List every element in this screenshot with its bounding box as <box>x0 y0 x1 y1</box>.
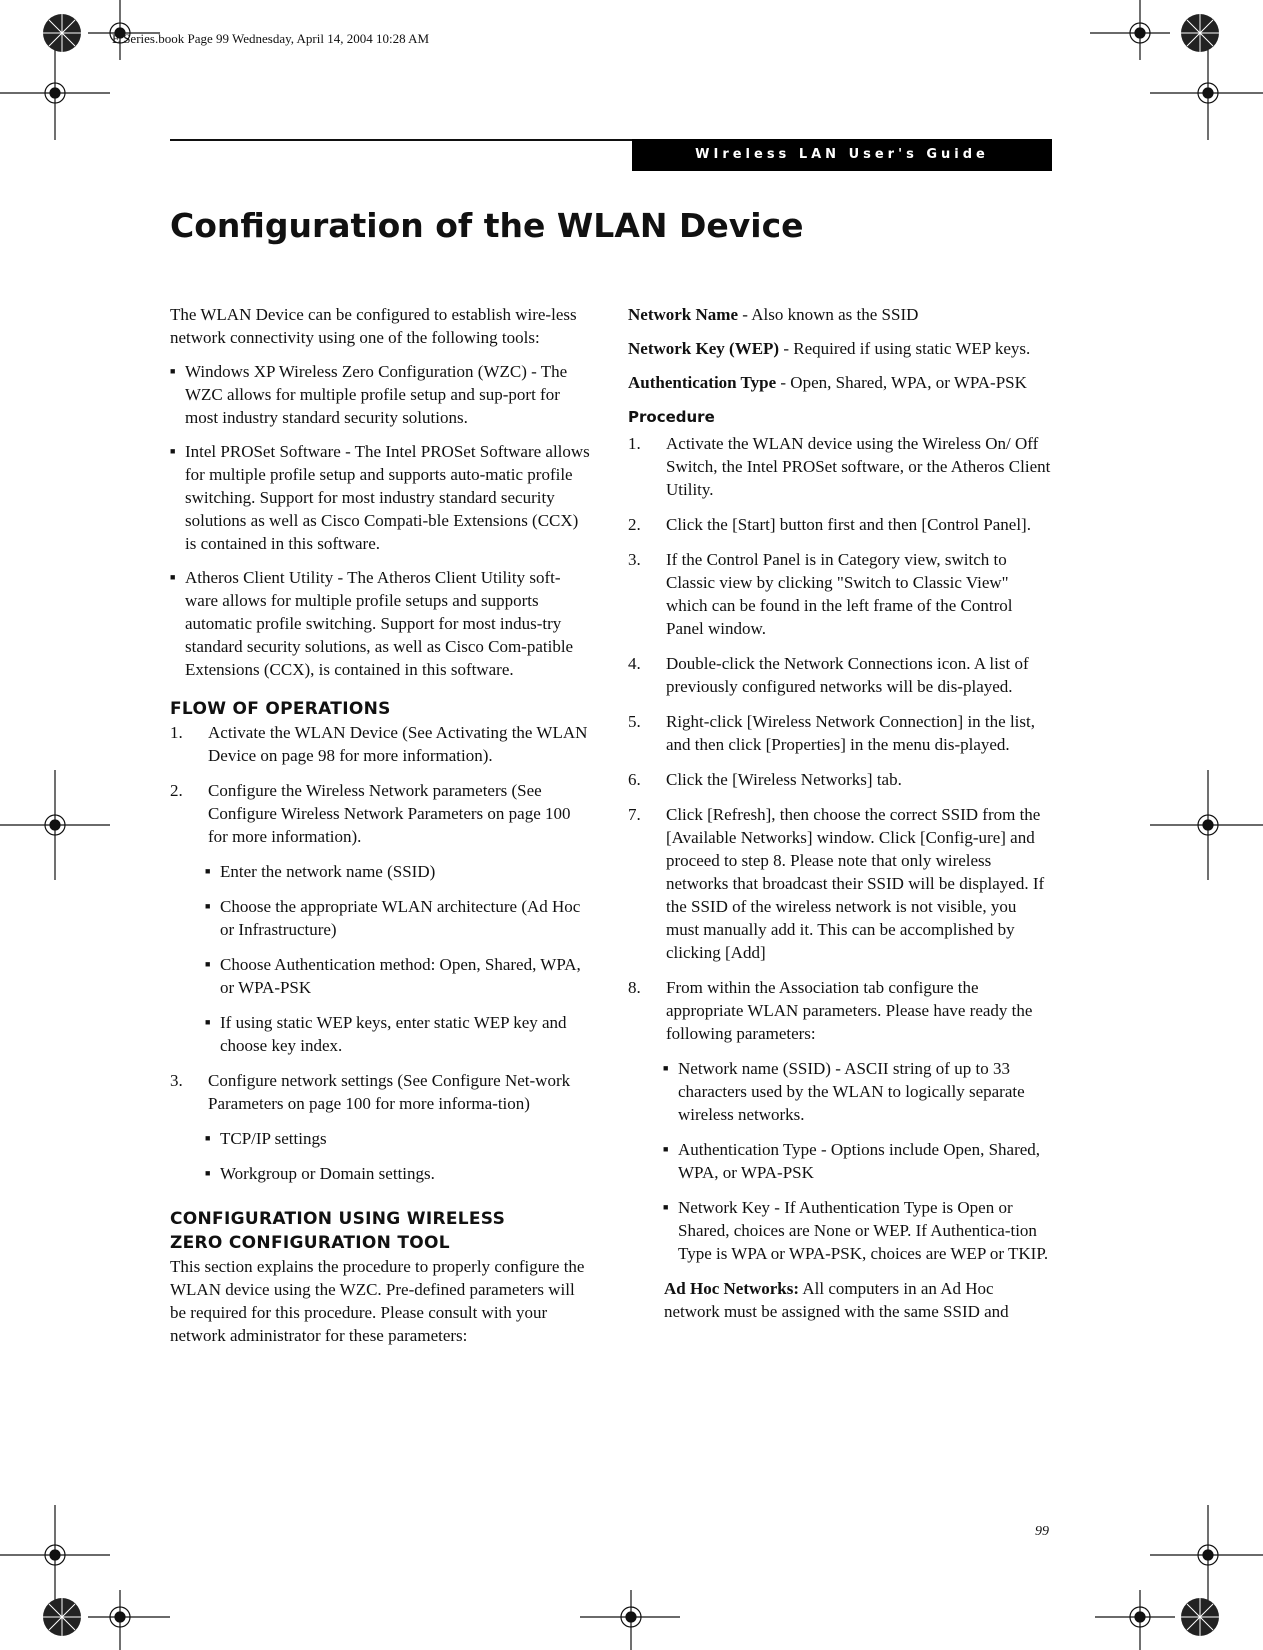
bullet-icon: ■ <box>170 572 176 582</box>
list-item: ■ Windows XP Wireless Zero Configuration (WZC) - The WZC allows for multiple profile setup and sup-port for most industry standard security solutions. <box>170 362 568 427</box>
procedure-heading: Procedure <box>628 408 715 426</box>
procedure-step: 2. Click the [Start] button first and then [Control Panel]. <box>628 515 1031 534</box>
procedure-substep: ■ Network Key - If Authentication Type is Open or Shared, choices are None or WEP. If Authentica-tion Type is WPA or WPA-PSK, choices are WEP or TKIP. <box>663 1198 1049 1263</box>
config-heading-line2: ZERO CONFIGURATION TOOL <box>170 1233 450 1253</box>
bullet-icon: ■ <box>663 1202 669 1212</box>
bullet-icon: ■ <box>205 1168 211 1178</box>
config-heading: CONFIGURATION USING WIRELESS <box>170 1209 506 1229</box>
flow-substep: ■ Choose Authentication method: Open, Shared, WPA, or WPA-PSK <box>205 955 581 997</box>
flow-substep: ■ Workgroup or Domain settings. <box>205 1164 435 1183</box>
page-title: Configuration of the WLAN Device <box>170 206 804 245</box>
list-item: ■ Atheros Client Utility - The Atheros Client Utility soft-ware allows for multiple profile setups and supports automatic profile switching. Support for most indus-try standard security solutions, as well as Cisco Com-patible Extensions (CCX), is contained in this software. <box>170 568 574 679</box>
bullet-icon: ■ <box>205 1133 211 1143</box>
procedure-step: 4. Double-click the Network Connections icon. A list of previously configured networks will be dis-played. <box>628 654 1029 696</box>
bullet-icon: ■ <box>663 1063 669 1073</box>
bullet-icon: ■ <box>663 1144 669 1154</box>
procedure-step: 7. Click [Refresh], then choose the correct SSID from the [Available Networks] window. Click [Config-ure] and proceed to step 8. Please note that only wireless networks that broadcast their SSID will be displayed. If the SSID of the wireless network is not visible, you must manually add it. This can be accomplished by clicking [Add] <box>628 805 1045 962</box>
bullet-icon: ■ <box>170 366 176 376</box>
flow-heading: FLOW OF OPERATIONS <box>170 699 391 719</box>
config-paragraph: This section explains the procedure to properly configure the WLAN device using the WZC. Pre-defined parameters will be required for this procedure. Please consult with your network administrator for these parameters: <box>170 1257 585 1345</box>
flow-substep: ■ Enter the network name (SSID) <box>205 862 436 881</box>
procedure-substep: ■ Network name (SSID) - ASCII string of up to 33 characters used by the WLAN to logically separate wireless networks. <box>663 1059 1025 1124</box>
flow-substep: ■ If using static WEP keys, enter static WEP key and choose key index. <box>205 1013 567 1055</box>
right-column <box>628 303 1052 1323</box>
param-network-key: Network Key (WEP) - Required if using static WEP keys. <box>628 339 1031 358</box>
bullet-icon: ■ <box>205 959 211 969</box>
procedure-substep: ■ Authentication Type - Options include Open, Shared, WPA, or WPA-PSK <box>663 1140 1041 1182</box>
procedure-step: 3. If the Control Panel is in Category view, switch to Classic view by clicking "Switch to Classic View" which can be found in the left frame of the Control Panel window. <box>628 550 1013 638</box>
header-rule <box>170 139 632 141</box>
bullet-icon: ■ <box>205 901 211 911</box>
running-header: WIreless LAN User's Guide <box>632 139 1052 171</box>
procedure-step: 8. From within the Association tab configure the appropriate WLAN parameters. Please have ready the following parameters: <box>628 978 1033 1043</box>
flow-step: 2. Configure the Wireless Network parameters (See Configure Wireless Network Parameters on page 100 for more information). <box>170 781 571 846</box>
param-auth-type: Authentication Type - Open, Shared, WPA, or WPA-PSK <box>628 373 1027 392</box>
procedure-step: 6. Click the [Wireless Networks] tab. <box>628 770 902 789</box>
page-number: 99 <box>1035 1524 1049 1539</box>
procedure-step: 5. Right-click [Wireless Network Connection] in the list, and then click [Properties] in the menu dis-played. <box>628 712 1035 754</box>
intro-paragraph: The WLAN Device can be configured to establish wire-less network connectivity using one of the following tools: <box>170 305 577 347</box>
flow-substep: ■ TCP/IP settings <box>205 1129 327 1148</box>
bullet-icon: ■ <box>170 446 176 456</box>
procedure-step: 1. Activate the WLAN device using the Wireless On/ Off Switch, the Intel PROSet software, or the Atheros Client Utility. <box>628 434 1051 499</box>
bullet-icon: ■ <box>205 1017 211 1027</box>
flow-substep: ■ Choose the appropriate WLAN architecture (Ad Hoc or Infrastructure) <box>205 897 581 939</box>
param-network-name: Network Name - Also known as the SSID <box>628 305 919 324</box>
list-item: ■ Intel PROSet Software - The Intel PROSet Software allows for multiple profile setup and supports auto-matic profile switching. Support for most industry standard security solutions as well as Cisco Compati-ble Extensions (CCX) is contained in this software. <box>170 442 590 553</box>
flow-step: 1. Activate the WLAN Device (See Activating the WLAN Device on page 98 for more information). <box>170 723 588 765</box>
bullet-icon: ■ <box>205 866 211 876</box>
adhoc-paragraph: Ad Hoc Networks: All computers in an Ad Hoc network must be assigned with the same SSID and <box>664 1279 1009 1321</box>
left-column <box>170 303 592 1347</box>
book-slug: E Series.book Page 99 Wednesday, April 14, 2004 10:28 AM <box>112 31 430 46</box>
flow-step: 3. Configure network settings (See Configure Net-work Parameters on page 100 for more informa-tion) <box>170 1071 571 1113</box>
